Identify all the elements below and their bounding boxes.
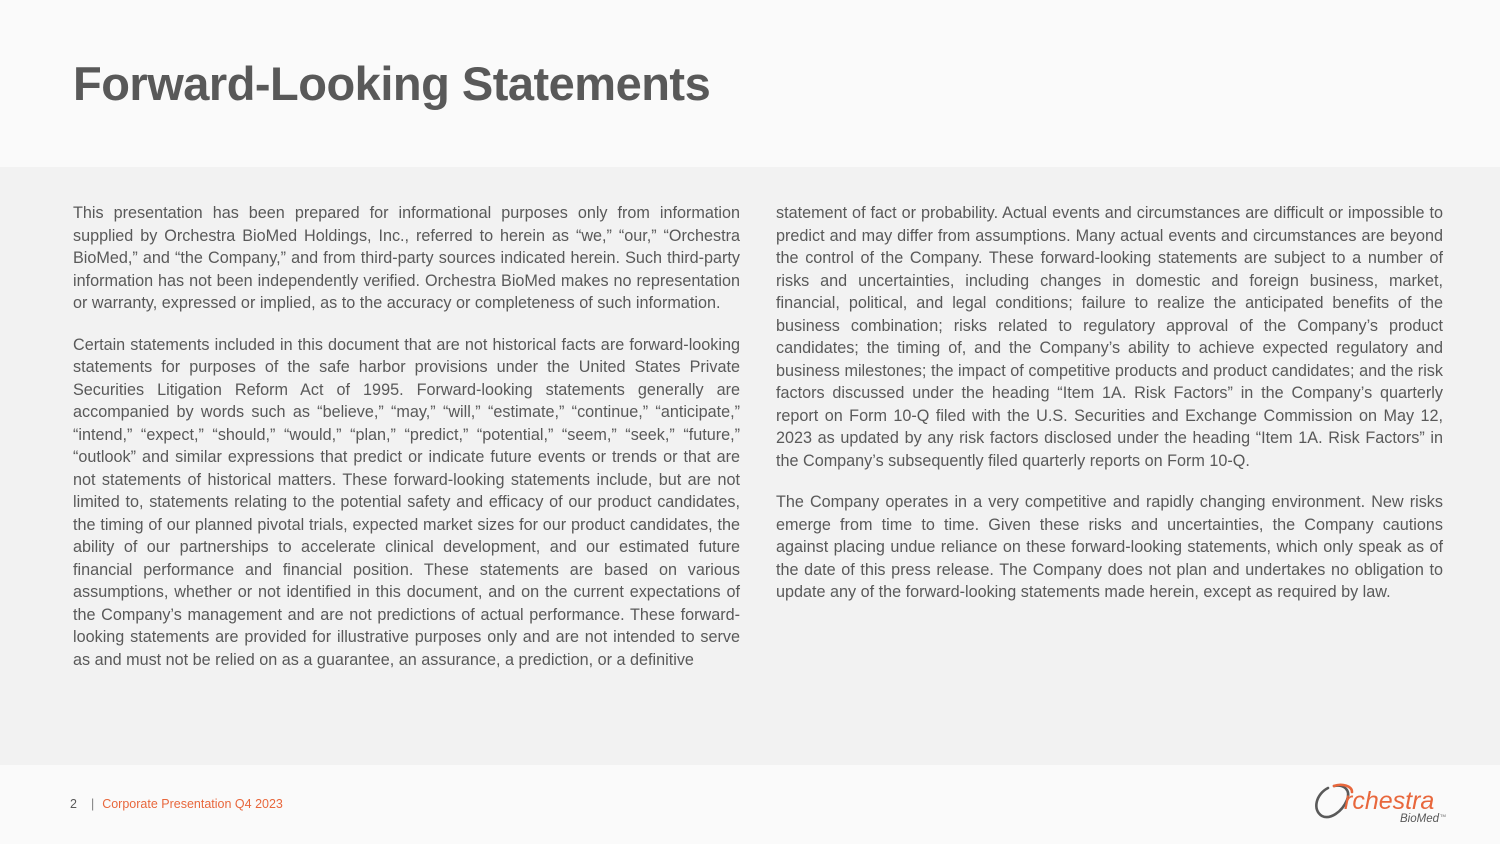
footer-separator: | — [90, 797, 95, 811]
orchestra-biomed-logo — [1314, 778, 1459, 826]
right-column — [776, 202, 1443, 623]
paragraph: This presentation has been prepared for informational purposes only from information supplied by Orchestra BioMed Holdings, Inc., referred to herein as “we,” “our,” “Orchestra BioMed,” and “the Company,” and from third-party sources indicated herein. Such third-party information has not been independently verified. Orchestra BioMed makes no representation or warranty, expressed or implied, as to the accuracy or completeness of such information. — [73, 204, 740, 312]
page-title: Forward-Looking Statements — [73, 57, 711, 110]
paragraph: statement of fact or probability. Actual events and circumstances are difficult or impossible to predict and may differ from assumptions. Many actual events and circumstances are beyond the control of the Company. These forward-looking statements are subject to a number of risks and uncertainties, including changes in domestic and foreign business, market, financial, political, and legal conditions; failure to realize the anticipated benefits of the business combination; risks related to regulatory approval of the Company’s product candidates; the timing of, and the Company’s ability to achieve expected regulatory and business milestones; the impact of competitive products and product candidates; and the risk factors discussed under the heading “Item 1A. Risk Factors” in the Company’s quarterly report on Form 10-Q filed with the U.S. Securities and Exchange Commission on May 12, 2023 as updated by any risk factors disclosed under the heading “Item 1A. Risk Factors” in the Company’s subsequently filed quarterly reports on Form 10-Q. — [776, 204, 1443, 470]
paragraph: Certain statements included in this document that are not historical facts are forward-looking statements for purposes of the safe harbor provisions under the United States Private Securities Litigation Reform Act of 1995. Forward-looking statements generally are accompanied by words such as “believe,” “may,” “will,” “estimate,” “continue,” “anticipate,” “intend,” “expect,” “should,” “would,” “plan,” “predict,” “potential,” “seem,” “seek,” “future,” “outlook” and similar expressions that predict or indicate future events or trends or that are not statements of historical matters. These forward-looking statements include, but are not limited to, statements relating to the potential safety and efficacy of our product candidates, the timing of our planned pivotal trials, expected market sizes for our product candidates, the ability of our partnerships to accelerate clinical development, and our estimated future financial performance and financial position. These statements are based on various assumptions, whether or not identified in this document, and on the current expectations of the Company’s management and are not predictions of actual performance. These forward-looking statements are provided for illustrative purposes only and are not intended to serve as and must not be relied on as a guarantee, an assurance, a prediction, or a definitive — [73, 335, 740, 669]
svg-text:TM: TM — [1440, 813, 1446, 818]
svg-text:rchestra: rchestra — [1344, 787, 1435, 815]
footer-label: Corporate Presentation Q4 2023 — [102, 797, 283, 811]
left-column — [73, 202, 740, 690]
page-number: 2 — [70, 797, 77, 811]
svg-text:BioMed: BioMed — [1400, 813, 1439, 825]
paragraph: The Company operates in a very competitive and rapidly changing environment. New risks emerge from time to time. Given these risks and uncertainties, the Company cautions against placing undue reliance on these forward-looking statements, which only speak as of the date of this press release. The Company does not plan and undertakes no obligation to update any of the forward-looking statements made herein, except as required by law. — [776, 493, 1443, 601]
footer — [70, 797, 283, 811]
